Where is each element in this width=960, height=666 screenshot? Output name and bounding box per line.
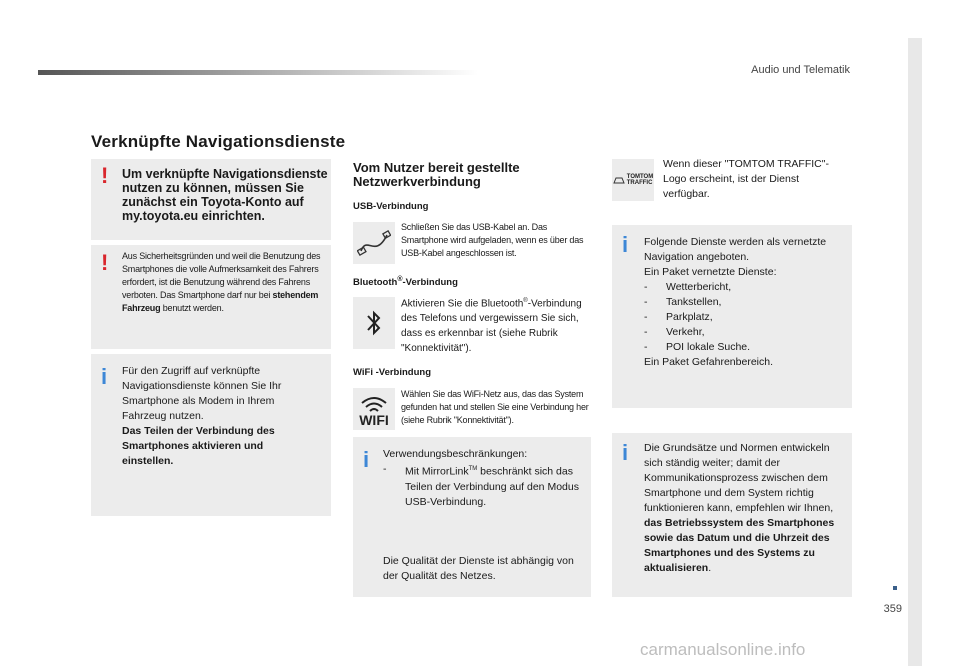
watermark: carmanualsonline.info: [640, 640, 806, 659]
tomtom-traffic-logo: TOMTOM TRAFFIC: [612, 159, 654, 201]
warning-box-account: [91, 159, 331, 240]
services-content: Folgende Dienste werden als vernetzte Navigation angeboten. Ein Paket vernetzte Dienste: - Wetterbericht, - Tankstellen, - Parkplatz, - Verkehr, - POI lokale Suche. Ein Paket Gefahrenbereich.: [644, 235, 849, 370]
service-item: - Tankstellen,: [644, 296, 722, 308]
updates-text: Die Grundsätze und Normen entwickeln sich ständig weiter; damit der Kommunikationsprozess zwischen dem Smartphone und dem System richtig funktionieren kann, empfehlen wir Ihnen, das Betriebssystem des Smartphones sowie das Datum und die Uhrzeit des Smartphones und des Systems zu aktualisieren.: [644, 442, 835, 574]
wifi-icon: [353, 388, 395, 430]
info-icon: i: [622, 440, 629, 465]
warning-box-safety: [91, 245, 331, 349]
network-heading: Vom Nutzer bereit gestellte Netzwerkverbindung: [353, 160, 520, 189]
info-icon: i: [363, 447, 370, 472]
usb-icon: [353, 222, 395, 264]
info-icon: i: [101, 364, 108, 389]
service-item: - Wetterbericht,: [644, 281, 732, 293]
warning-safety-text: Aus Sicherheitsgründen und weil die Benutzung des Smartphones die volle Aufmerksamkeit des Fahrers erfordert, ist die Benutzung während des Fahrens verboten. Das Smartphone darf nur bei stehendem Fahrzeug benutzt werden.: [122, 251, 321, 313]
bluetooth-icon: [353, 297, 395, 349]
bluetooth-title: Bluetooth®-Verbindung: [353, 276, 458, 289]
restrictions-item: - Mit MirrorLink™ beschränkt sich das Teilen der Verbindung auf den Modus USB-Verbindung.: [383, 463, 579, 508]
tomtom-text: Wenn dieser "TOMTOM TRAFFIC"-Logo erscheint, ist der Dienst verfügbar.: [663, 158, 829, 200]
service-item: - POI lokale Suche.: [644, 341, 751, 353]
header-gradient-bar: [38, 70, 478, 75]
service-item: - Verkehr,: [644, 326, 705, 338]
warning-account-text: Um verknüpfte Navigationsdienste nutzen zu können, müssen Sie zunächst ein Toyota-Konto auf my.toyota.eu einrichten.: [122, 167, 328, 223]
usb-text: Schließen Sie das USB-Kabel an. Das Smartphone wird aufgeladen, wenn es über das USB-Kabel angeschlossen ist.: [401, 222, 584, 258]
info-box-updates: [612, 433, 852, 597]
service-item: - Parkplatz,: [644, 311, 713, 323]
info-box-modem: [91, 354, 331, 516]
section-header: Audio und Telematik: [751, 64, 850, 76]
quality-text: Die Qualität der Dienste ist abhängig von der Qualität des Netzes.: [383, 555, 574, 582]
exclamation-icon: !: [101, 163, 109, 188]
page-edge-strip: [908, 38, 922, 666]
restrictions-label: Verwendungsbeschränkungen:: [383, 448, 528, 460]
usb-title: USB-Verbindung: [353, 201, 429, 212]
page-number: 359: [883, 603, 902, 615]
bluetooth-text: Aktivieren Sie die Bluetooth®-Verbindung des Telefons und vergewissern Sie sich, dass es erkennbar ist (siehe Rubrik "Konnektivität").: [401, 298, 582, 355]
info-icon: i: [622, 232, 629, 257]
wifi-title: WiFi -Verbindung: [353, 367, 432, 378]
wifi-icon-label: WIFI: [359, 412, 389, 428]
info-box-restrictions: [353, 437, 591, 597]
info-box-services: [612, 225, 852, 408]
exclamation-icon: !: [101, 250, 109, 275]
page-title: Verknüpfte Navigationsdienste: [91, 132, 346, 151]
info-modem-text: Für den Zugriff auf verknüpfte Navigationsdienste können Sie Ihr Smartphone als Modem in Ihrem Fahrzeug nutzen. Das Teilen der Verbindung des Smartphones aktivieren und einstellen.: [122, 365, 282, 467]
page-marker: [893, 586, 897, 590]
wifi-text: Wählen Sie das WiFi-Netz aus, das das System gefunden hat und stellen Sie eine Verbindung her (siehe Rubrik "Konnektivität").: [401, 389, 589, 425]
